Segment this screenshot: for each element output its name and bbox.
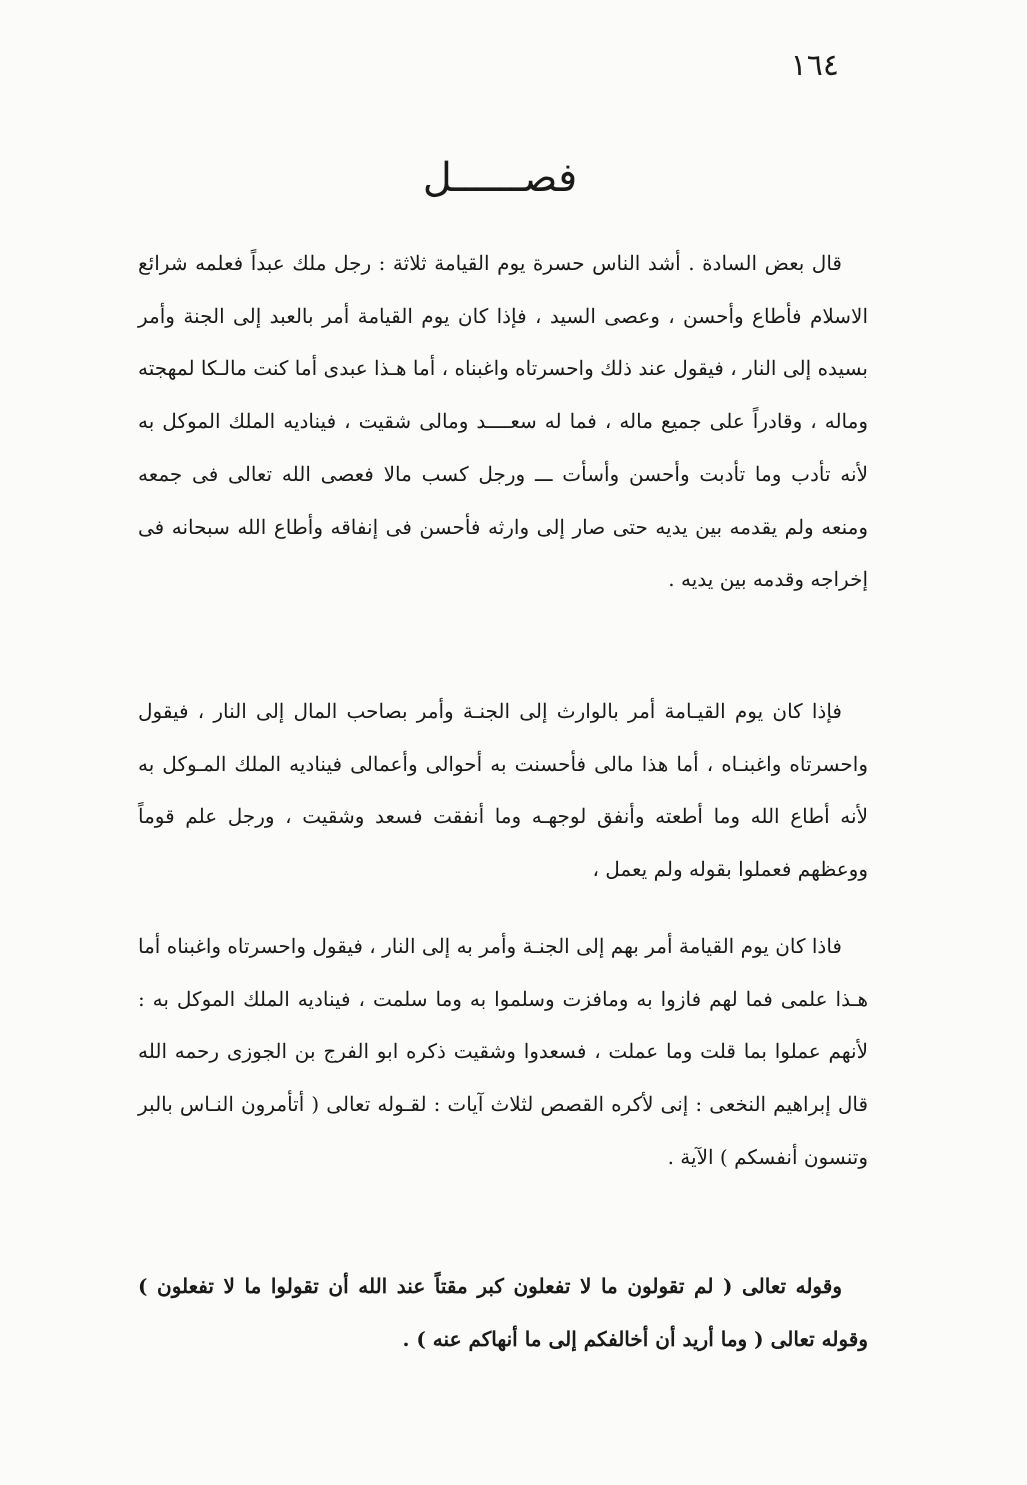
paragraph-3: فاذا كان يوم القيامة أمر بهم إلى الجنـة وأمر به إلى النار ، فيقول واحسرتاه واغبناه أما هـذا علمى فما لهم فازوا به ومافزت وسلموا به وما سلمت ، فيناديه الملك الموكل به : لأنهم عملوا بما قلت وما عملت ، فسعدوا وشقيت ذكره ابو الفرج بن الجوزى رحمه الله قال إبراهيم النخعى : إنى لأكره القصص لثلاث آيات : لقـوله تعالى ( أتأمرون النـاس بالبر وتنسون أنفسكم ) الآية . <box>138 934 868 1169</box>
section-title: فصــــــل <box>422 155 578 201</box>
paragraph-2: فإذا كان يوم القيـامة أمر بالوارث إلى الجنـة وأمر بصاحب المال إلى النار ، فيقول واحسرتاه واغبنـاه ، أما هذا مالى فأحسنت به أحوالى وأعمالى فيناديه الملك المـوكل به لأنه أطاع الله وما أطعته وأنفق لوجهـه وما أنفقت فسعد وشقيت ، ورجل علم قوماً ووعظهم فعملوا بقوله ولم يعمل ، <box>138 699 868 882</box>
paragraph-4-block <box>138 1260 868 1365</box>
paragraph-1-block <box>138 237 868 606</box>
paragraph-2-block <box>138 685 868 896</box>
paragraph-4: وقوله تعالى ( لم تقولون ما لا تفعلون كبر مقتاً عند الله أن تقولوا ما لا تفعلون ) وقوله تعالى ( وما أريد أن أخالفكم إلى ما أنهاكم عنه ) . <box>138 1274 868 1351</box>
page-number: ١٦٤ <box>790 48 839 83</box>
paragraph-3-block <box>138 920 868 1184</box>
paragraph-1: قال بعض السادة . أشد الناس حسرة يوم القيامة ثلاثة : رجل ملك عبداً فعلمه شرائع الاسلام فأطاع وأحسن ، وعصى السيد ، فإذا كان يوم القيامة أمر بالعبد إلى الجنة وأمر بسيده إلى النار ، فيقول عند ذلك واحسرتاه واغبناه ، أما هـذا عبدى أما كنت مالـكا لمهجته وماله ، وقادراً على جميع ماله ، فما له سعــــد ومالى شقيت ، فيناديه الملك الموكل به لأنه تأدب وما تأدبت وأحسن وأسأت ـــ ورجل كسب مالا فعصى الله تعالى فى جمعه ومنعه ولم يقدمه بين يديه حتى صار إلى وارثه فأحسن فى إنفاقه وأطاع الله سبحانه فى إخراجه وقدمه بين يديه . <box>138 251 868 592</box>
